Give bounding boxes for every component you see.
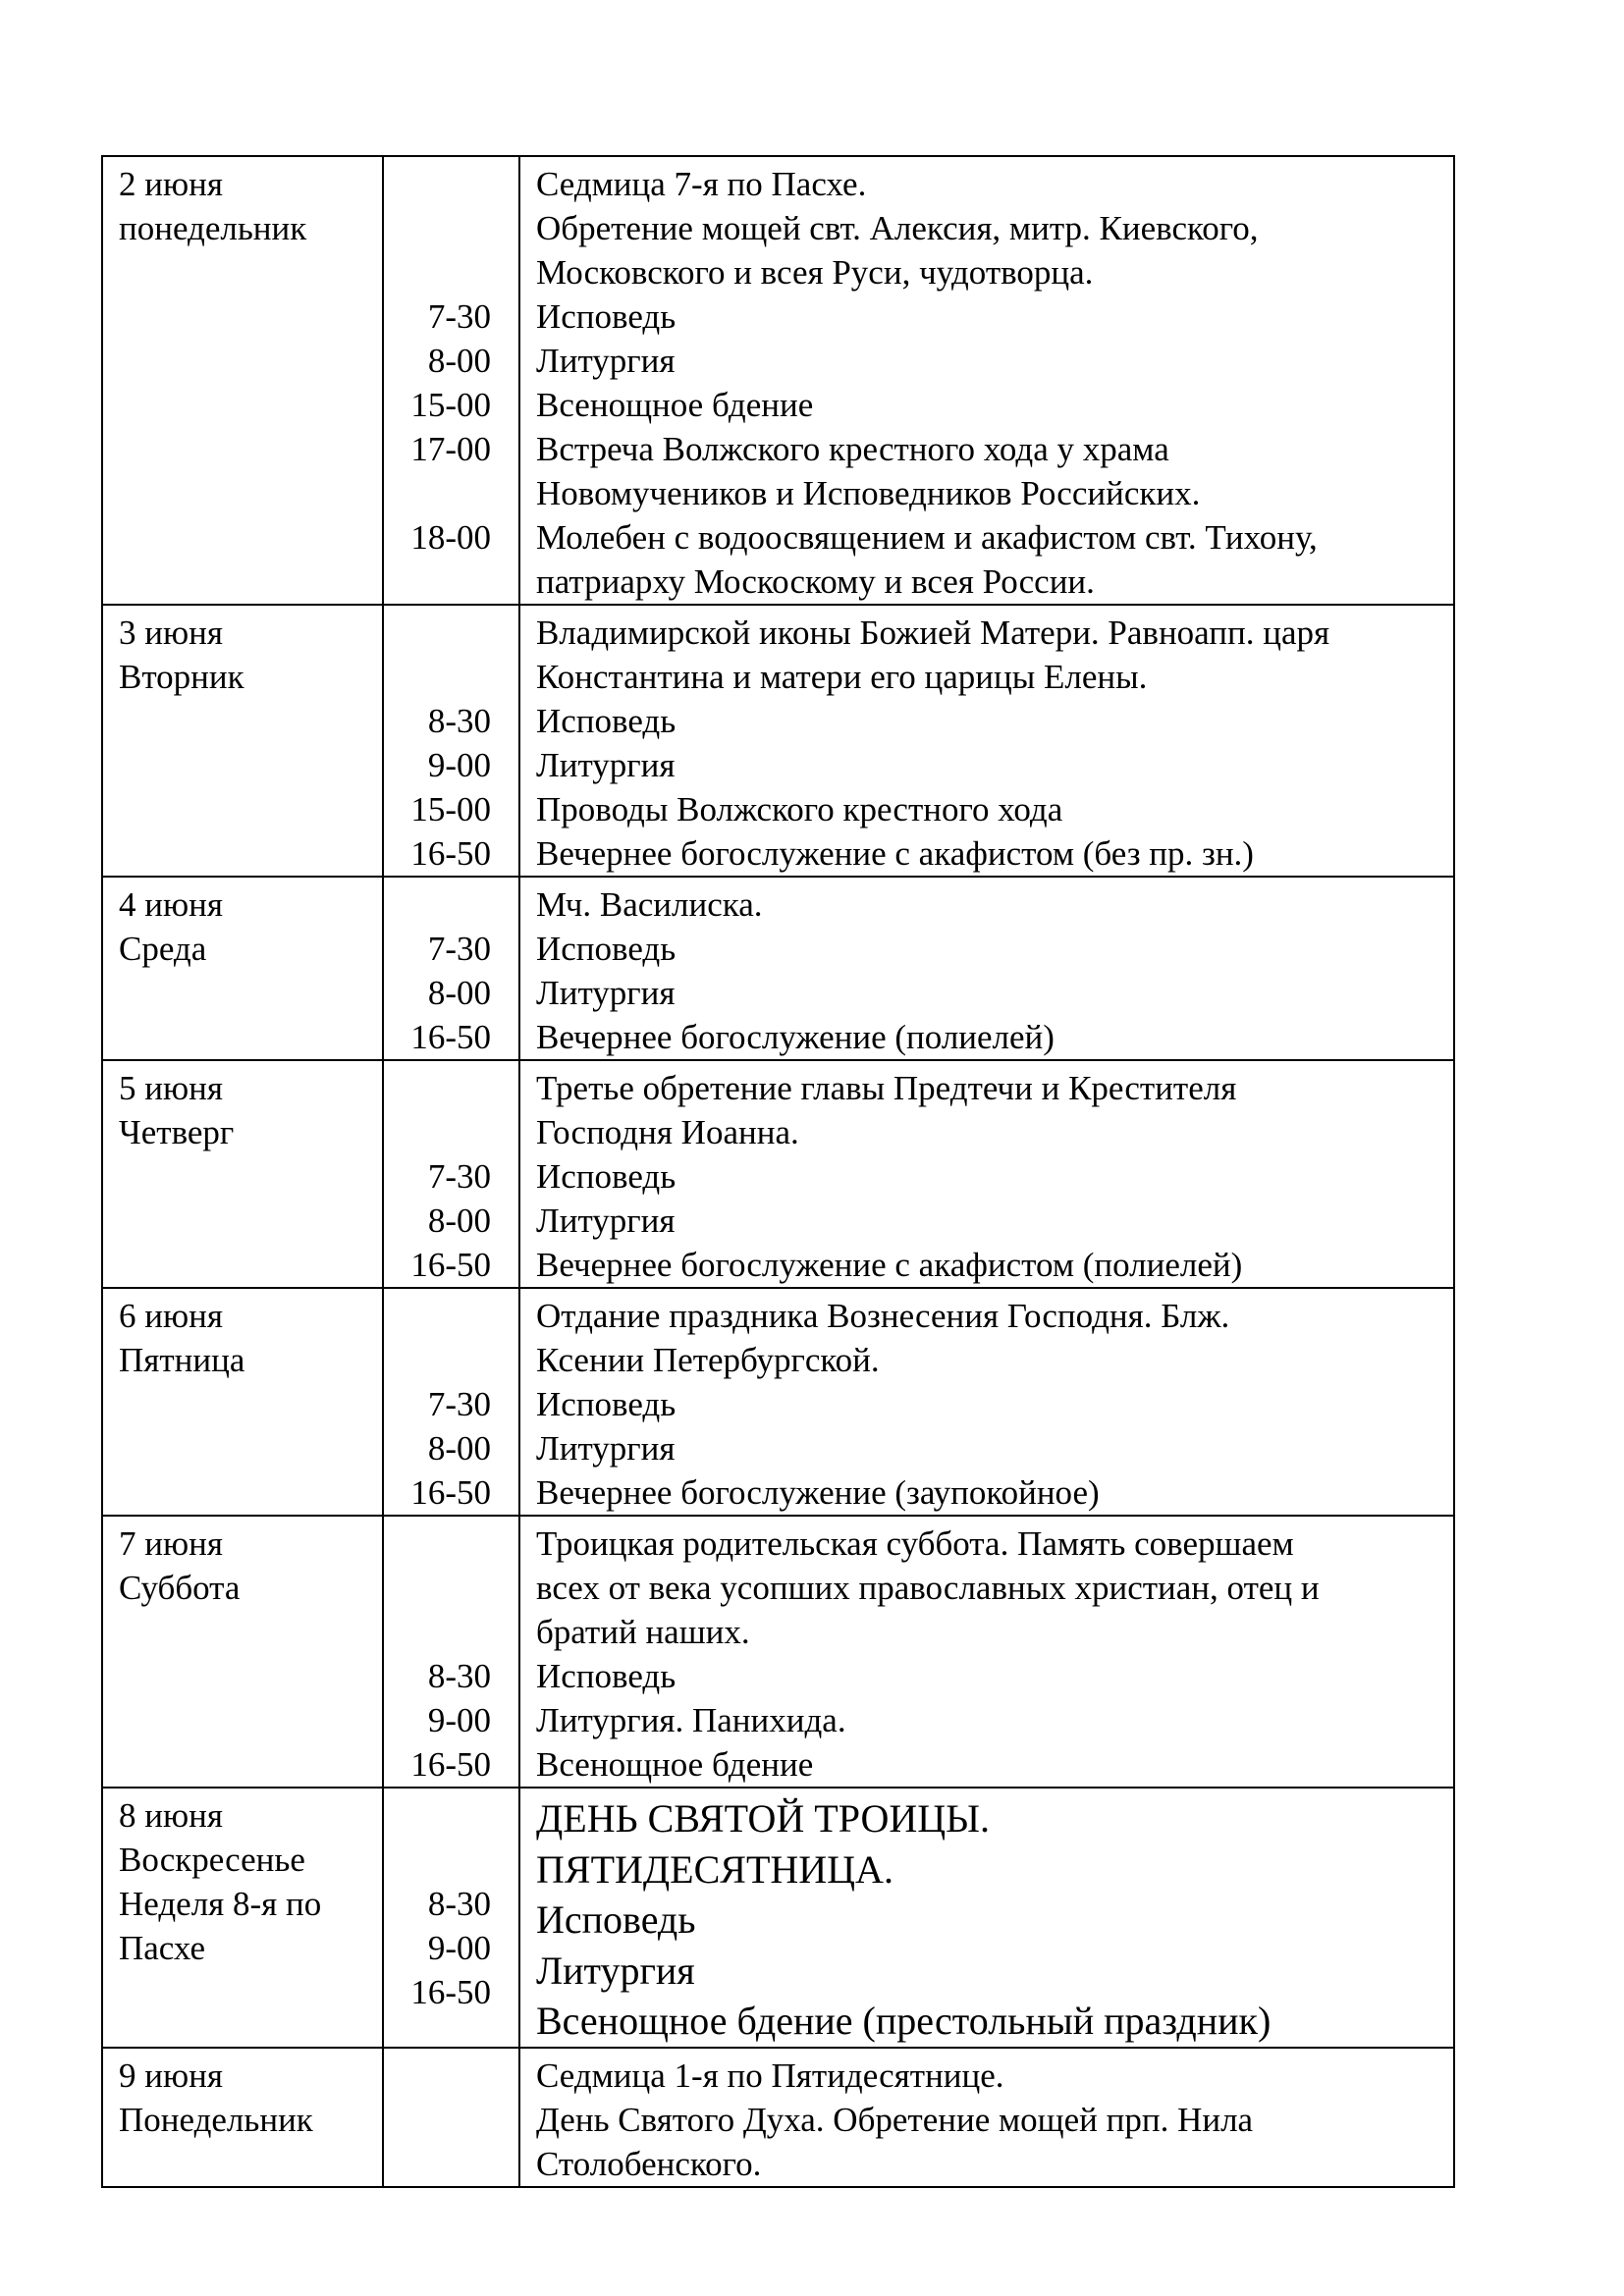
service-text: Седмица 1-я по Пятидесятнице.	[536, 2056, 1004, 2095]
service-text: Вечернее богослужение (заупокойное)	[536, 1473, 1100, 1512]
date-cell	[102, 1288, 383, 1516]
service-text: Ксении Петербургской.	[536, 1341, 880, 1379]
date-text: 4 июня	[119, 885, 223, 924]
date-text: 6 июня	[119, 1297, 223, 1335]
schedule-row	[102, 1060, 1454, 1288]
service-text: Отдание праздника Вознесения Господня. Блж.	[536, 1297, 1230, 1335]
time-text	[384, 1338, 491, 1382]
time-text: 9-00	[427, 1701, 491, 1739]
time-cell	[383, 1788, 519, 2048]
time-cell	[383, 605, 519, 877]
time-text	[384, 1294, 491, 1338]
time-text	[384, 1066, 491, 1110]
service-text: Проводы Волжского крестного хода	[536, 790, 1063, 828]
date-text: 3 июня	[119, 614, 223, 652]
time-text	[384, 882, 491, 927]
service-text: Всенощное бдение	[536, 386, 814, 424]
date-text: 8 июня	[119, 1796, 223, 1835]
service-cell	[519, 1516, 1454, 1788]
weekday-text: Пятница	[119, 1341, 245, 1379]
time-text	[384, 1522, 491, 1566]
time-cell	[383, 877, 519, 1060]
service-text: Обретение мощей свт. Алексия, митр. Киевского,	[536, 209, 1259, 247]
service-text: Литургия	[536, 974, 676, 1012]
service-cell	[519, 2048, 1454, 2187]
feast-title: ДЕНЬ СВЯТОЙ ТРОИЦЫ.	[536, 1796, 991, 1841]
time-cell	[383, 1516, 519, 1788]
time-text	[384, 560, 491, 604]
service-text: Столобенского.	[536, 2144, 762, 2183]
service-text: братий наших.	[536, 1613, 750, 1651]
weekday-text: Воскресенье	[119, 1841, 305, 1879]
feast-title: ПЯТИДЕСЯТНИЦА.	[536, 1846, 893, 1892]
time-text: 7-30	[427, 1385, 491, 1423]
time-text	[384, 1610, 491, 1654]
time-text	[384, 1566, 491, 1610]
date-text: 2 июня	[119, 165, 223, 203]
service-text: всех от века усопших православных христиан, отец и	[536, 1569, 1320, 1607]
service-text: Литургия	[536, 1948, 695, 1993]
time-text: 17-00	[410, 430, 491, 468]
service-text: Владимирской иконы Божией Матери. Равноапп. царя	[536, 614, 1330, 652]
schedule-row	[102, 877, 1454, 1060]
time-text	[384, 1793, 491, 1838]
time-text: 15-00	[410, 386, 491, 424]
time-text: 16-50	[410, 1473, 491, 1512]
date-cell	[102, 2048, 383, 2187]
service-text: Молебен с водоосвящением и акафистом свт. Тихону,	[536, 518, 1318, 557]
time-text: 8-30	[427, 1885, 491, 1923]
weekday-text: Вторник	[119, 658, 244, 696]
service-cell	[519, 1788, 1454, 2048]
time-text: 16-50	[410, 1246, 491, 1284]
time-text: 18-00	[410, 518, 491, 557]
service-text: Московского и всея Руси, чудотворца.	[536, 253, 1094, 292]
service-text: Встреча Волжского крестного хода у храма	[536, 430, 1169, 468]
time-cell	[383, 1060, 519, 1288]
week-text: Пасхе	[119, 1929, 206, 1967]
service-cell	[519, 156, 1454, 605]
date-text: 5 июня	[119, 1069, 223, 1107]
schedule-table	[101, 155, 1455, 2188]
time-cell	[383, 2048, 519, 2187]
service-text: Третье обретение главы Предтечи и Крестителя	[536, 1069, 1237, 1107]
time-text: 8-00	[427, 974, 491, 1012]
service-text: Седмица 7-я по Пасхе.	[536, 165, 867, 203]
service-cell	[519, 1060, 1454, 1288]
service-text: Новомучеников и Исповедников Российских.	[536, 474, 1201, 512]
service-cell	[519, 605, 1454, 877]
time-text	[384, 1838, 491, 1882]
date-cell	[102, 605, 383, 877]
service-text: Всенощное бдение	[536, 1745, 814, 1784]
schedule-row-feast	[102, 1788, 1454, 2048]
time-text: 8-30	[427, 702, 491, 740]
time-cell	[383, 1288, 519, 1516]
schedule-row	[102, 605, 1454, 877]
date-text: 7 июня	[119, 1524, 223, 1563]
time-text: 7-30	[427, 297, 491, 336]
time-text: 16-50	[410, 1018, 491, 1056]
time-text: 8-00	[427, 1201, 491, 1240]
service-text: Исповедь	[536, 1385, 677, 1423]
service-text: патриарху Москоскому и всея России.	[536, 562, 1095, 601]
weekday-text: Понедельник	[119, 2100, 313, 2139]
service-text: Вечернее богослужение (полиелей)	[536, 1018, 1055, 1056]
service-text: Исповедь	[536, 1897, 696, 1942]
schedule-row	[102, 156, 1454, 605]
service-text: Вечернее богослужение с акафистом (без пр. зн.)	[536, 834, 1254, 873]
time-text: 16-50	[410, 834, 491, 873]
weekday-text: Среда	[119, 930, 207, 968]
time-text: 9-00	[427, 1929, 491, 1967]
time-text: 7-30	[427, 1157, 491, 1196]
service-text: Исповедь	[536, 1657, 677, 1695]
time-text	[384, 611, 491, 655]
time-text	[384, 1110, 491, 1154]
service-text: Литургия	[536, 1429, 676, 1468]
weekday-text: Суббота	[119, 1569, 241, 1607]
date-cell	[102, 877, 383, 1060]
service-text: Исповедь	[536, 930, 677, 968]
time-cell	[383, 156, 519, 605]
time-text: 8-30	[427, 1657, 491, 1695]
service-text: Литургия	[536, 746, 676, 784]
service-text: Всенощное бдение (престольный праздник)	[536, 1999, 1272, 2043]
service-text: Мч. Василиска.	[536, 885, 763, 924]
service-text: Исповедь	[536, 702, 677, 740]
weekday-text: Четверг	[119, 1113, 235, 1151]
time-text	[384, 655, 491, 699]
time-text: 8-00	[427, 1429, 491, 1468]
time-text	[384, 162, 491, 206]
service-text: Литургия	[536, 1201, 676, 1240]
time-text: 16-50	[410, 1745, 491, 1784]
schedule-row	[102, 2048, 1454, 2187]
date-cell	[102, 156, 383, 605]
schedule-row	[102, 1516, 1454, 1788]
time-text	[384, 206, 491, 250]
time-text	[384, 250, 491, 294]
time-text: 15-00	[410, 790, 491, 828]
service-text: День Святого Духа. Обретение мощей прп. Нила	[536, 2100, 1254, 2139]
date-text: 9 июня	[119, 2056, 223, 2095]
week-text: Неделя 8-я по	[119, 1885, 322, 1923]
service-text: Константина и матери его царицы Елены.	[536, 658, 1148, 696]
date-cell	[102, 1060, 383, 1288]
service-text: Исповедь	[536, 297, 677, 336]
service-text: Вечернее богослужение с акафистом (полиелей)	[536, 1246, 1243, 1284]
time-text: 7-30	[427, 930, 491, 968]
time-text: 9-00	[427, 746, 491, 784]
service-cell	[519, 1288, 1454, 1516]
schedule-body	[102, 156, 1454, 2187]
service-text: Литургия. Панихида.	[536, 1701, 846, 1739]
service-text: Троицкая родительская суббота. Память совершаем	[536, 1524, 1294, 1563]
weekday-text: понедельник	[119, 209, 307, 247]
service-text: Исповедь	[536, 1157, 677, 1196]
time-text: 8-00	[427, 342, 491, 380]
date-cell	[102, 1516, 383, 1788]
schedule-row	[102, 1288, 1454, 1516]
time-text	[384, 471, 491, 515]
service-text: Литургия	[536, 342, 676, 380]
service-text: Господня Иоанна.	[536, 1113, 799, 1151]
service-cell	[519, 877, 1454, 1060]
date-cell	[102, 1788, 383, 2048]
time-text: 16-50	[410, 1973, 491, 2011]
